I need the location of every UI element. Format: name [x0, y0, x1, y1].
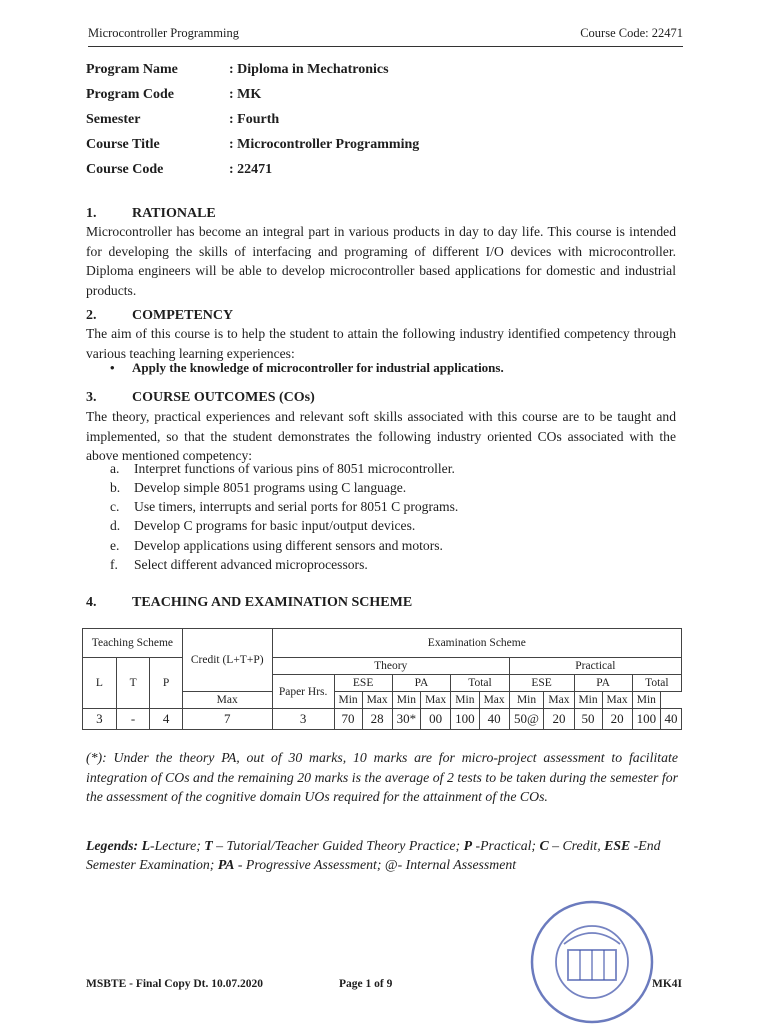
- table-cell: 20: [602, 709, 632, 730]
- table-cell: 30*: [392, 709, 420, 730]
- info-value: : Fourth: [229, 112, 280, 127]
- min-header: Min: [632, 692, 660, 709]
- rationale-text: Microcontroller has become an integral part in various products in day to day life. This course is intended for developing the skills of interfacing and programing of different I/O devices with microcontroller. Diploma engineers will be able to develop microcontroller based applications for domestic and industrial products.: [86, 224, 676, 298]
- page-header: [88, 24, 683, 47]
- section-title: COURSE OUTCOMES (COs): [132, 390, 315, 405]
- info-key: Course Title: [86, 137, 160, 152]
- table-cell: 40: [479, 709, 509, 730]
- exam-scheme-header: Examination Scheme: [272, 629, 681, 658]
- legend-key: ESE: [604, 838, 631, 853]
- practical-ese-header: ESE: [509, 675, 574, 692]
- col-P: P: [150, 658, 182, 709]
- section-number: 3.: [86, 390, 97, 405]
- max-header: Max: [421, 692, 451, 709]
- teaching-scheme-header: Teaching Scheme: [83, 629, 183, 658]
- footer-code: MK4I: [651, 978, 682, 990]
- table-row: [83, 658, 682, 675]
- competency-text: The aim of this course is to help the student to attain the following industry identified competency through various teaching learning experiences:: [86, 326, 676, 361]
- legend-prefix: Legends:: [86, 838, 142, 853]
- max-header: Max: [544, 692, 574, 709]
- table-cell: 70: [334, 709, 362, 730]
- section-number: 4.: [86, 595, 97, 610]
- info-value: : 22471: [229, 162, 273, 177]
- table-row: [83, 629, 682, 658]
- legend-key: PA: [217, 857, 235, 872]
- credit-header: Credit (L+T+P): [182, 629, 272, 692]
- competency-statement: Apply the knowledge of microcontroller for industrial applications.: [132, 360, 504, 375]
- theory-pa-header: PA: [392, 675, 451, 692]
- min-header: Min: [509, 692, 544, 709]
- co-letter: e.: [110, 538, 120, 553]
- co-letter: d.: [110, 518, 121, 533]
- table-cell: 100: [451, 709, 479, 730]
- max-header: Max: [362, 692, 392, 709]
- info-value: : Microcontroller Programming: [229, 137, 420, 152]
- co-letter: f.: [110, 557, 118, 572]
- min-header: Min: [574, 692, 602, 709]
- table-cell: 3: [83, 709, 117, 730]
- max-header: Max: [182, 692, 272, 709]
- legend-value: – Tutorial/Teacher Guided Theory Practice;: [212, 838, 464, 853]
- section-title: COMPETENCY: [132, 308, 234, 323]
- legend-key: P: [463, 838, 473, 853]
- info-value: : Diploma in Mechatronics: [229, 62, 389, 77]
- table-cell: 100: [632, 709, 660, 730]
- min-header: Min: [334, 692, 362, 709]
- board-seal-stamp: [494, 892, 690, 1024]
- table-cell: 50: [574, 709, 602, 730]
- practical-total-header: Total: [632, 675, 681, 692]
- header-course-name: Microcontroller Programming: [88, 26, 240, 40]
- col-T: T: [116, 658, 150, 709]
- table-cell: 28: [362, 709, 392, 730]
- theory-pa-note: (*): Under the theory PA, out of 30 marks, 10 marks are for micro-project assessment to facilitate integration of COs and the remaining 20 marks is the average of 2 tests to be taken during the semester for the assessment of the cognitive domain UOs required for the attainment of the COs.: [86, 750, 678, 804]
- section-title: RATIONALE: [132, 206, 216, 221]
- min-header: Min: [392, 692, 420, 709]
- info-row: [86, 137, 506, 162]
- co-text: Develop C programs for basic input/output devices.: [134, 518, 416, 533]
- co-text: Use timers, interrupts and serial ports for 8051 C programs.: [134, 499, 459, 514]
- legend-key: T: [204, 838, 213, 853]
- practical-pa-header: PA: [574, 675, 632, 692]
- co-letter: a.: [110, 461, 120, 476]
- co-text: Select different advanced microprocessors.: [134, 557, 368, 572]
- table-cell: 4: [150, 709, 182, 730]
- legend-value: - Progressive Assessment; @- Internal Assessment: [234, 857, 517, 872]
- info-row: [86, 112, 506, 137]
- legend-value: – Credit,: [548, 838, 601, 853]
- section-title: TEACHING AND EXAMINATION SCHEME: [132, 595, 413, 610]
- bullet-icon: •: [110, 360, 115, 375]
- info-key: Program Code: [86, 87, 174, 102]
- legend-value: -End Semester Examination;: [86, 838, 661, 872]
- table-cell: 20: [544, 709, 574, 730]
- program-info: [86, 62, 506, 187]
- legend: [86, 836, 686, 874]
- co-letter: c.: [110, 499, 120, 514]
- co-letter: b.: [110, 480, 121, 495]
- legend-value: -Practical;: [472, 838, 540, 853]
- theory-ese-header: ESE: [334, 675, 392, 692]
- col-L: L: [83, 658, 117, 709]
- theory-total-header: Total: [451, 675, 510, 692]
- table-cell: 50@: [509, 709, 544, 730]
- min-header: Min: [451, 692, 479, 709]
- header-course-code: Course Code: 22471: [580, 26, 683, 40]
- course-outcomes-text: The theory, practical experiences and relevant soft skills associated with this course are to be taught and implemented, so that the student demonstrates the following industry oriented COs associated with the above mentioned competency:: [86, 409, 676, 463]
- info-row: [86, 87, 506, 112]
- footer-copy-date: MSBTE - Final Copy Dt. 10.07.2020: [86, 978, 263, 990]
- section-number: 2.: [86, 308, 97, 323]
- table-row: [83, 709, 682, 730]
- legend-key: C: [539, 838, 549, 853]
- info-key: Program Name: [86, 62, 178, 77]
- co-text: Develop applications using different sensors and motors.: [134, 538, 443, 553]
- co-text: Develop simple 8051 programs using C language.: [134, 480, 407, 495]
- legend-value: -Lecture;: [150, 838, 205, 853]
- info-key: Course Code: [86, 162, 164, 177]
- practical-header: Practical: [509, 658, 681, 675]
- legend-key: L: [141, 838, 150, 853]
- section-number: 1.: [86, 206, 97, 221]
- info-row: [86, 162, 506, 187]
- info-value: : MK: [229, 87, 262, 102]
- table-cell: 40: [661, 709, 682, 730]
- table-cell: 3: [272, 709, 334, 730]
- info-key: Semester: [86, 112, 141, 127]
- table-cell: 00: [421, 709, 451, 730]
- scheme-table: [82, 628, 682, 730]
- theory-header: Theory: [272, 658, 509, 675]
- footer-page-number: Page 1 of 9: [339, 978, 393, 990]
- max-header: Max: [602, 692, 632, 709]
- co-text: Interpret functions of various pins of 8051 microcontroller.: [134, 461, 455, 476]
- info-row: [86, 62, 506, 87]
- paper-hrs-header: Paper Hrs.: [272, 675, 334, 709]
- table-cell: -: [116, 709, 150, 730]
- table-cell: 7: [182, 709, 272, 730]
- max-header: Max: [479, 692, 509, 709]
